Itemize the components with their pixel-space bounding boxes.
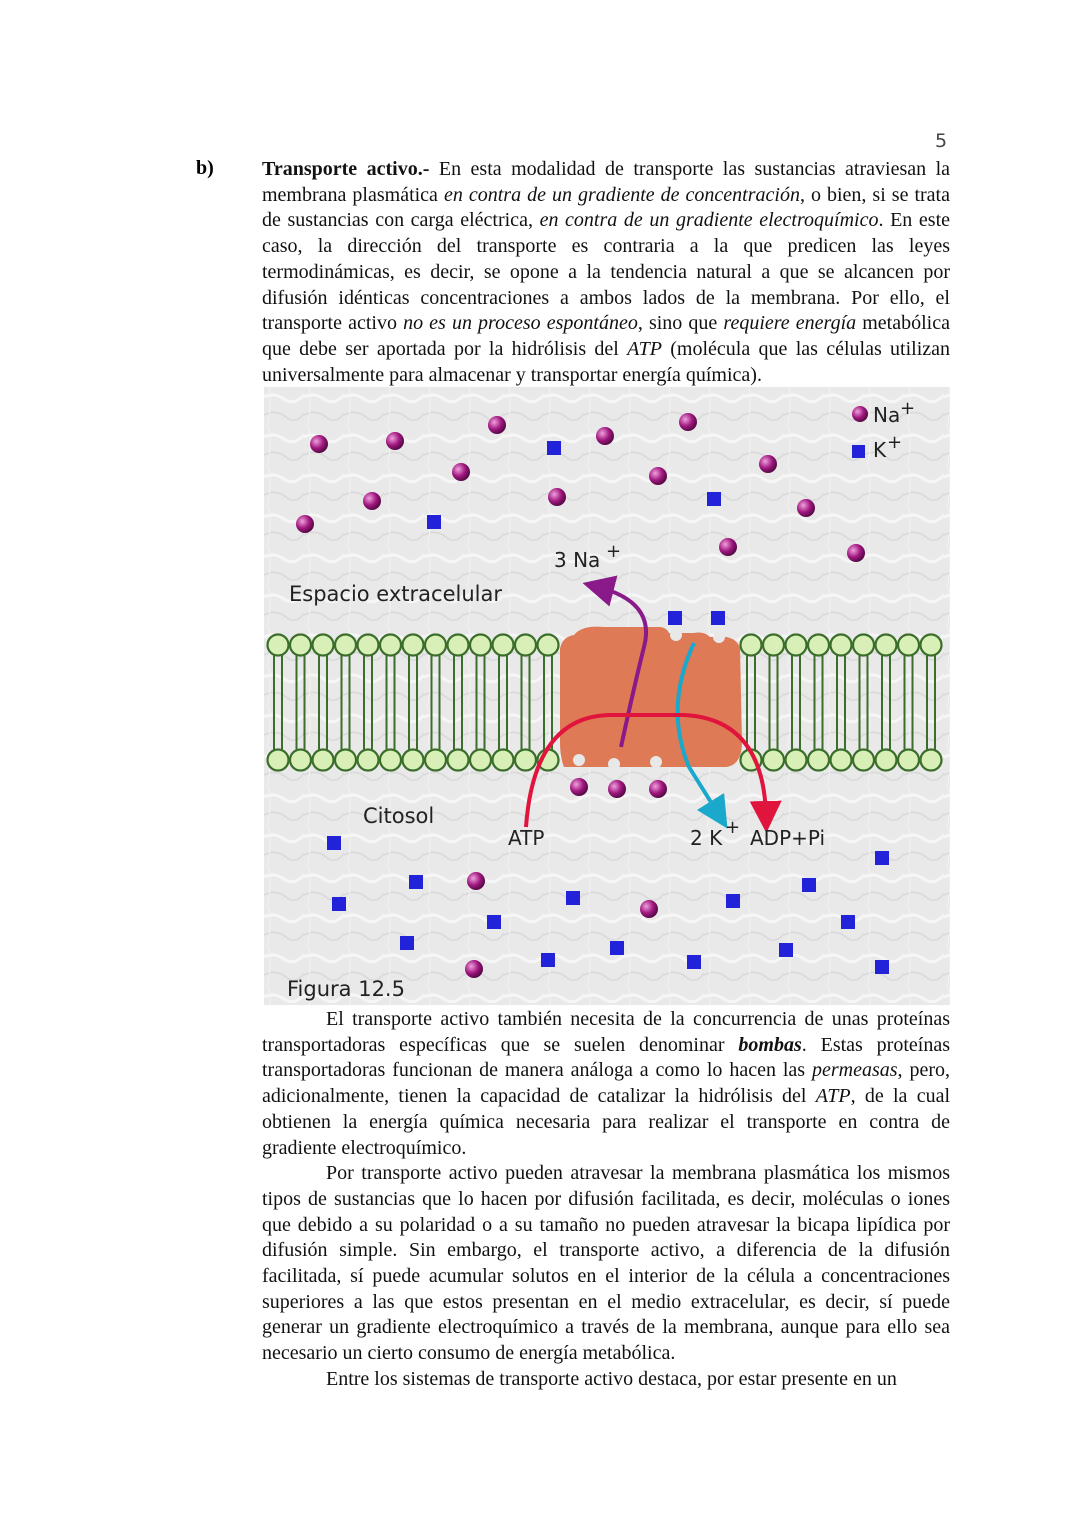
phospholipid-head xyxy=(358,750,379,771)
potassium-ion xyxy=(779,943,793,957)
phospholipid-head xyxy=(921,750,942,771)
cytosol-label: Citosol xyxy=(363,804,435,828)
sodium-ion xyxy=(759,455,777,473)
paragraph-comparison: Por transporte activo pueden atravesar la membrana plasmática los mismos tipos de sustancias que lo hacen por difusión facilitada, es decir, moléculas o iones que debido a su polaridad o a su tamaño no pueden atravesar la bicapa lipídica por difusión simple. Sin embargo, el transporte activo, a diferencia de la difusión facilitada, sí puede acumular solutos en el interior de la célula a concentraciones superiores a las que estos presentan en el medio extracelular, es decir, sí puede generar un gradiente electroquímico a través de la membrana, aunque para ello sea necesario un cierto consumo de energía metabólica. xyxy=(262,1162,950,1365)
potassium-ion xyxy=(726,894,740,908)
potassium-ion-icon xyxy=(852,445,865,458)
text-run: , sino que xyxy=(637,312,724,335)
phospholipid-head xyxy=(876,635,897,656)
sodium-ion xyxy=(679,413,697,431)
sodium-ion xyxy=(452,463,470,481)
sodium-ion xyxy=(608,780,626,798)
phospholipid-head xyxy=(808,635,829,656)
phospholipid-head xyxy=(470,635,491,656)
phospholipid-head xyxy=(380,635,401,656)
phospholipid-head xyxy=(493,750,514,771)
sodium-ion xyxy=(465,960,483,978)
potassium-ion xyxy=(610,941,624,955)
phospholipid-head xyxy=(268,750,289,771)
sodium-ion xyxy=(363,492,381,510)
potassium-ion xyxy=(668,611,682,625)
phospholipid-head xyxy=(831,635,852,656)
potassium-ion xyxy=(566,891,580,905)
sodium-ion xyxy=(719,538,737,556)
phospholipid-head xyxy=(380,750,401,771)
sodium-potassium-pump-protein xyxy=(560,627,742,767)
emphasis: ATP xyxy=(627,337,662,360)
emphasis: no es un proceso espontáneo xyxy=(403,312,638,335)
k2-label: 2 K xyxy=(690,826,723,850)
binding-site xyxy=(608,758,620,770)
legend-na-plus: + xyxy=(900,398,916,419)
sodium-ion xyxy=(310,435,328,453)
sodium-ion xyxy=(386,432,404,450)
text-run: En esta modalidad de transporte las sustancias atraviesan la membrana plasmática xyxy=(262,158,951,206)
text-run: (molécula que las células utilizan universalmente para almacenar y transportar energía química). xyxy=(262,337,951,386)
sodium-ion xyxy=(797,499,815,517)
phospholipid-head xyxy=(313,750,334,771)
phospholipid-head xyxy=(831,750,852,771)
section-title: Transporte activo.- xyxy=(262,158,430,180)
body-text xyxy=(262,1007,950,1393)
phospholipid-head xyxy=(898,635,919,656)
phospholipid-head xyxy=(403,635,424,656)
binding-site xyxy=(573,754,585,766)
sodium-ion xyxy=(548,488,566,506)
phospholipid-head xyxy=(425,635,446,656)
sodium-ion xyxy=(649,467,667,485)
potassium-ion xyxy=(409,875,423,889)
paragraph-pumps xyxy=(262,1007,950,1161)
potassium-ion xyxy=(547,441,561,455)
phospholipid-head xyxy=(335,635,356,656)
emphasis: en contra de un gradiente electroquímico xyxy=(539,209,879,232)
potassium-ion xyxy=(711,611,725,625)
potassium-ion xyxy=(687,955,701,969)
phospholipid-head xyxy=(470,750,491,771)
phospholipid-head xyxy=(268,635,289,656)
figure-sodium-potassium-pump xyxy=(264,387,950,1005)
emphasis: permeasas xyxy=(812,1059,898,1082)
phospholipid-head xyxy=(921,635,942,656)
legend-k-plus: + xyxy=(887,432,903,453)
section-marker: b) xyxy=(196,157,214,179)
emphasis: en contra de un gradiente de concentración xyxy=(443,183,800,206)
phospholipid-head xyxy=(358,635,379,656)
phospholipid-head xyxy=(763,635,784,656)
binding-site xyxy=(670,629,682,641)
phospholipid-head xyxy=(290,750,311,771)
legend-k-label: K xyxy=(873,438,887,462)
extracellular-label: Espacio extracelular xyxy=(289,582,502,606)
page-number: 5 xyxy=(935,130,948,152)
text-run: , pero, adicionalmente, tienen la capacidad de catalizar la hidrólisis del xyxy=(262,1059,950,1108)
phospholipid-head xyxy=(515,635,536,656)
legend-na-label: Na xyxy=(873,403,901,427)
binding-site xyxy=(650,756,662,768)
phospholipid-head xyxy=(741,635,762,656)
phospholipid-head xyxy=(808,750,829,771)
text-run: . En este caso, la dirección del transporte es contraria a la que predicen las leyes termodinámicas, es decir, se opone a la tendencia natural a que se alcancen por difusión idénticas concentraciones a ambos lados de la membrana. Por ello, el transporte activo xyxy=(262,209,951,335)
phospholipid-head xyxy=(786,635,807,656)
phospholipid-head xyxy=(493,635,514,656)
potassium-ion xyxy=(327,836,341,850)
phospholipid-head xyxy=(425,750,446,771)
phospholipid-head xyxy=(448,750,469,771)
phospholipid-head xyxy=(853,750,874,771)
sodium-ion xyxy=(296,515,314,533)
sodium-ion-icon xyxy=(852,406,868,422)
sodium-ion xyxy=(640,900,658,918)
phospholipid-head xyxy=(786,750,807,771)
phospholipid-head xyxy=(876,750,897,771)
sodium-ion xyxy=(596,427,614,445)
k2-plus: + xyxy=(725,817,741,838)
binding-site xyxy=(713,631,725,643)
adp-label: ADP+Pi xyxy=(750,826,826,850)
phospholipid-head xyxy=(898,750,919,771)
potassium-ion xyxy=(541,953,555,967)
emphasis-bold: bombas xyxy=(738,1033,802,1056)
phospholipid-head xyxy=(853,635,874,656)
paragraph-active-transport xyxy=(262,157,950,388)
potassium-ion xyxy=(427,515,441,529)
potassium-ion xyxy=(400,936,414,950)
phospholipid-head xyxy=(335,750,356,771)
potassium-ion xyxy=(332,897,346,911)
phospholipid-head xyxy=(403,750,424,771)
phospholipid-head xyxy=(763,750,784,771)
paragraph-continuation: Entre los sistemas de transporte activo destaca, por estar presente en un xyxy=(326,1367,897,1390)
na3-plus: + xyxy=(606,541,622,562)
text-run: El transporte activo también necesita de la concurrencia de unas proteínas transportadoras específicas que se suelen denominar xyxy=(262,1008,950,1056)
phospholipid-head xyxy=(538,635,559,656)
text-run: . Estas proteínas transportadoras funcionan de manera análoga a como lo hacen las xyxy=(262,1033,950,1082)
atp-label: ATP xyxy=(508,826,545,850)
phospholipid-head xyxy=(313,635,334,656)
potassium-ion xyxy=(841,915,855,929)
potassium-ion xyxy=(487,915,501,929)
sodium-ion xyxy=(847,544,865,562)
emphasis: requiere energía xyxy=(723,312,857,335)
sodium-ion xyxy=(467,872,485,890)
phospholipid-head xyxy=(515,750,536,771)
potassium-ion xyxy=(875,960,889,974)
sodium-ion xyxy=(570,778,588,796)
potassium-ion xyxy=(802,878,816,892)
phospholipid-head xyxy=(448,635,469,656)
text-run: metabólica que debe ser aportada por la hidrólisis del xyxy=(262,312,950,360)
sodium-ion xyxy=(488,416,506,434)
sodium-ion xyxy=(649,780,667,798)
figure-caption: Figura 12.5 xyxy=(287,977,405,1001)
emphasis: ATP xyxy=(815,1085,851,1108)
text-run: , o bien, si se trata de sustancias con carga eléctrica, xyxy=(262,183,950,232)
potassium-ion xyxy=(875,851,889,865)
phospholipid-head xyxy=(290,635,311,656)
text-run: , de la cual obtienen la energía química necesaria para realizar el transporte en contra de gradiente electroquímico. xyxy=(262,1085,951,1159)
na3-label: 3 Na xyxy=(554,548,601,572)
potassium-ion xyxy=(707,492,721,506)
